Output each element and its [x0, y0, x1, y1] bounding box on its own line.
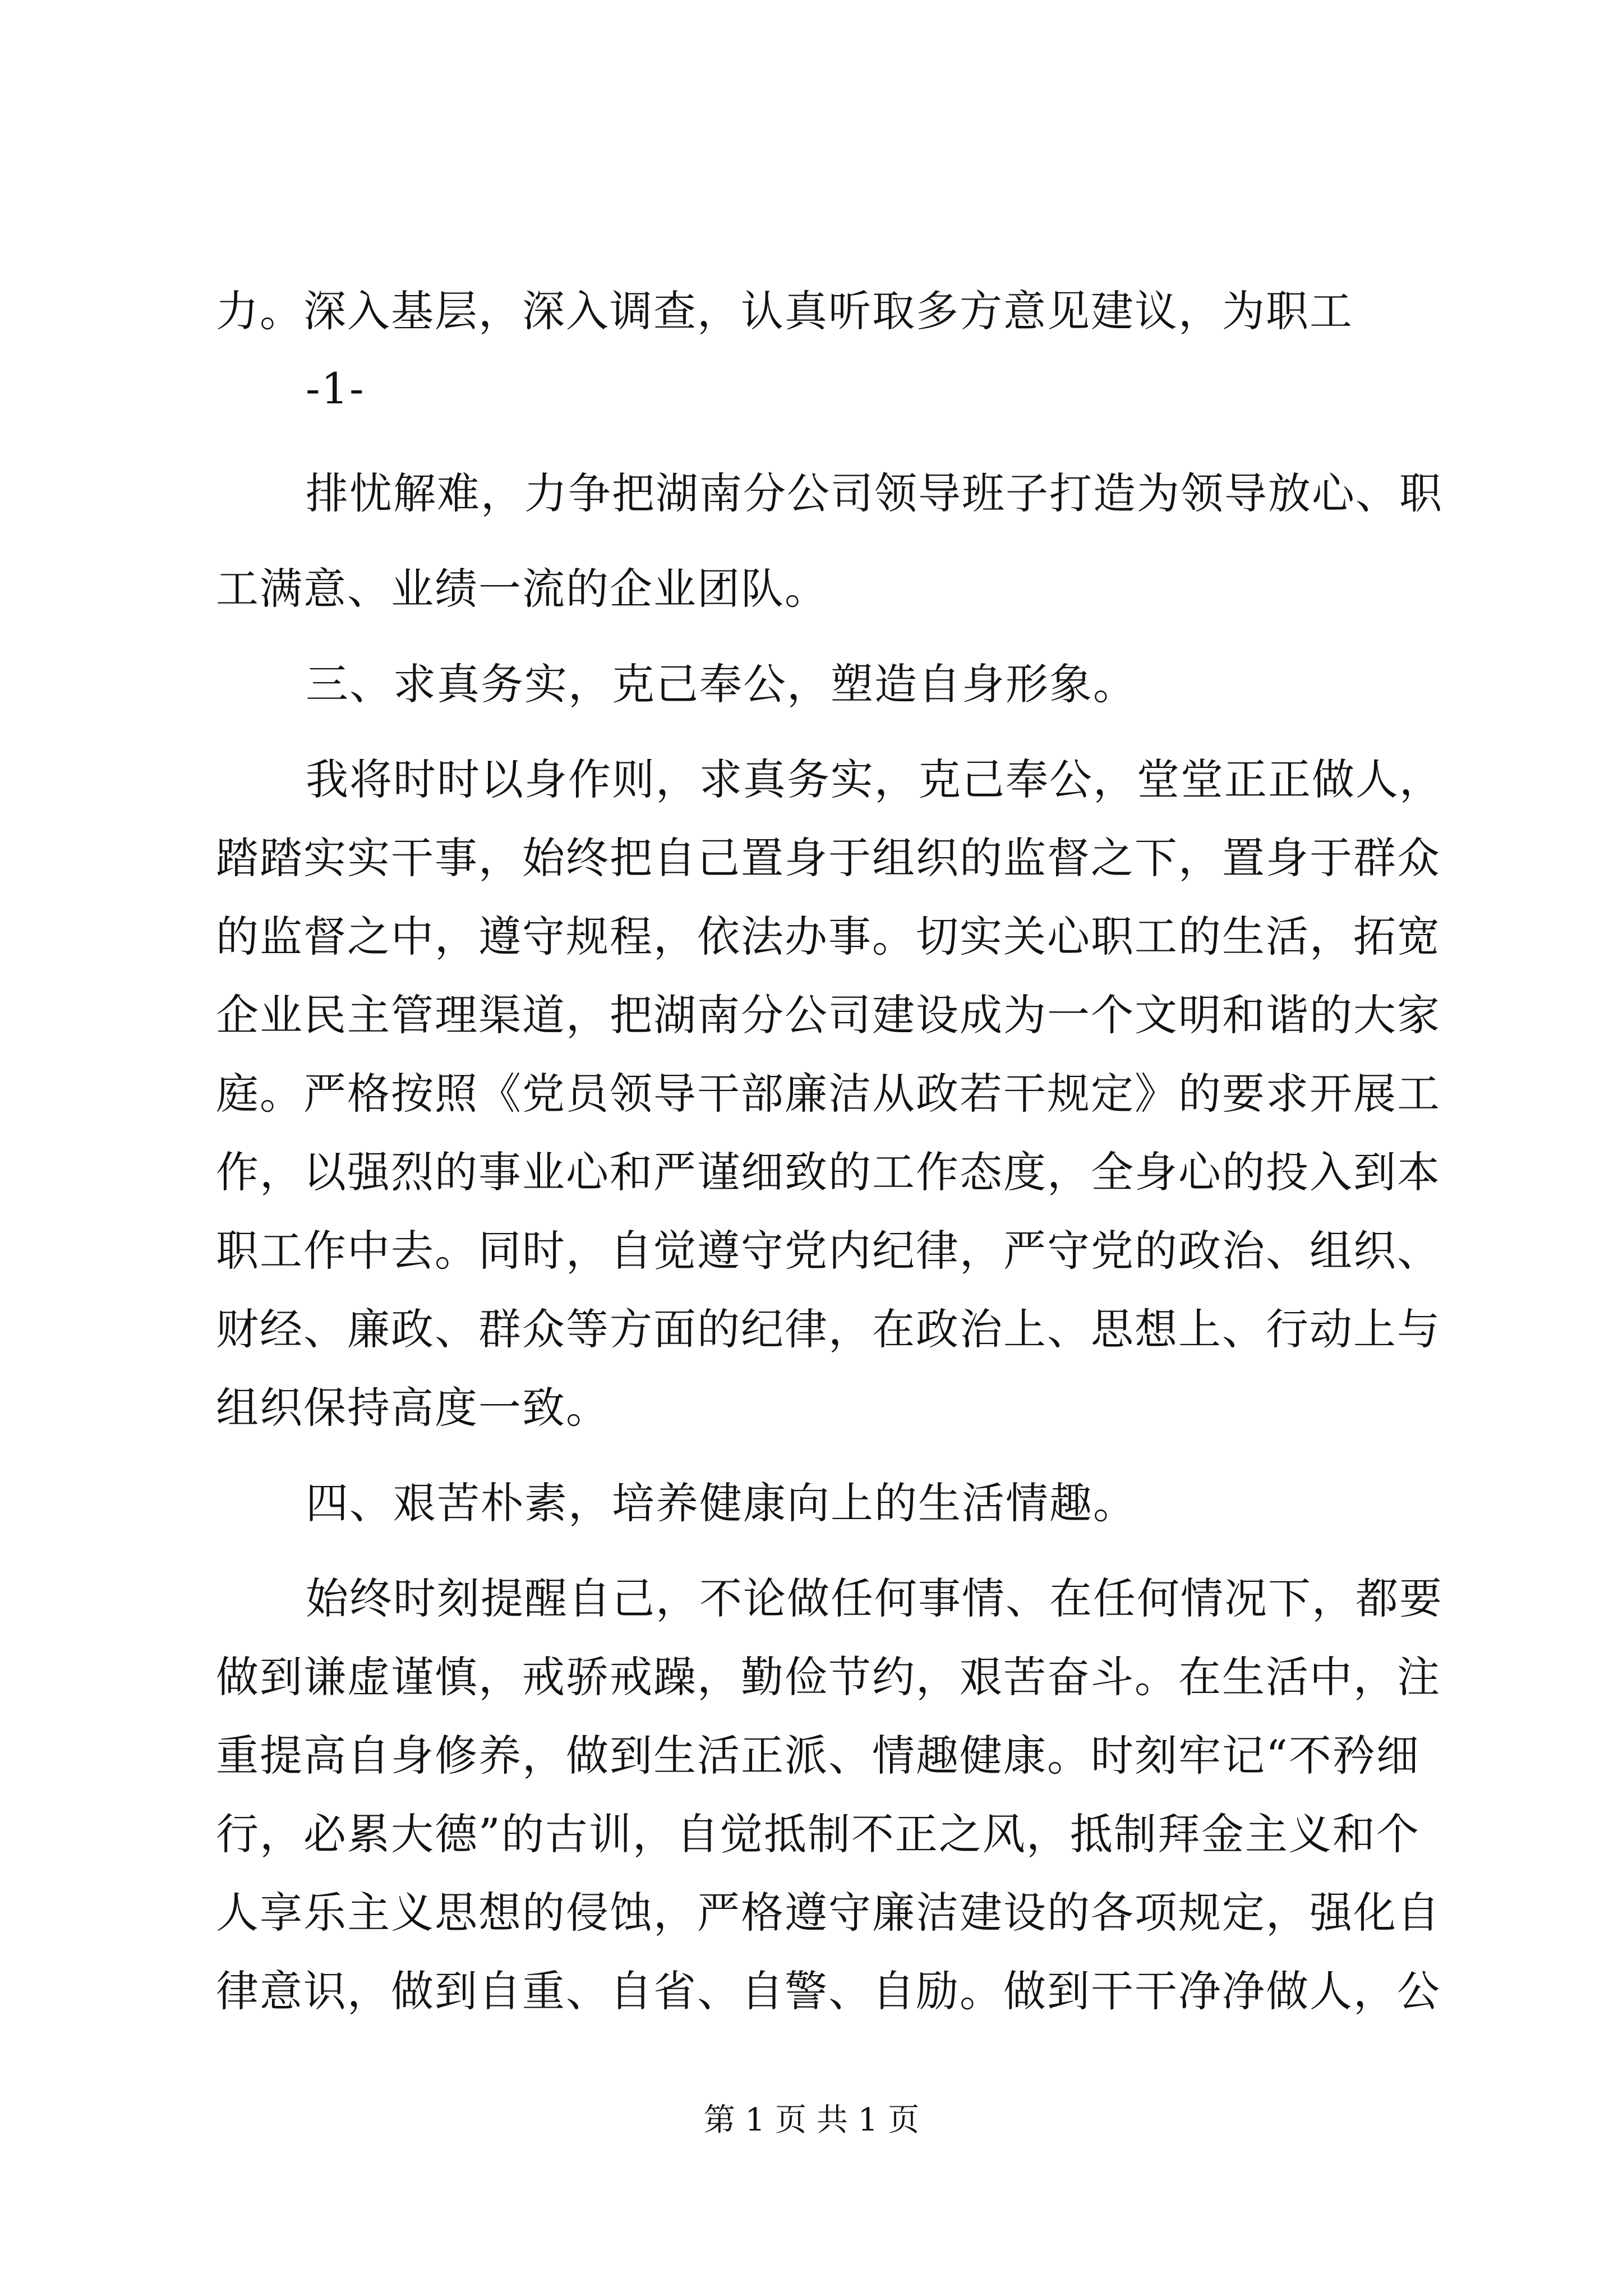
text-line: 我将时时以身作则，求真务实，克己奉公，堂堂正正做人，	[306, 754, 1443, 804]
text-line: 财经、廉政、群众等方面的纪律，在政治上、思想上、行动上与	[216, 1304, 1441, 1354]
text-line: 的监督之中，遵守规程，依法办事。切实关心职工的生活，拓宽	[216, 912, 1441, 961]
section-heading: 四、艰苦朴素，培养健康向上的生活情趣。	[306, 1478, 1137, 1528]
text-line: 人享乐主义思想的侵蚀，严格遵守廉洁建设的各项规定，强化自	[216, 1888, 1441, 1938]
text-line: 重提高自身修养，做到生活正派、情趣健康。时刻牢记“不矜细	[216, 1731, 1420, 1780]
text-line: 作，以强烈的事业心和严谨细致的工作态度，全身心的投入到本	[216, 1147, 1441, 1197]
section-heading: 三、求真务实，克己奉公，塑造自身形象。	[306, 659, 1137, 709]
page-number-marker: -1-	[306, 364, 365, 413]
text-line: 行，必累大德”的古训，自觉抵制不正之风，抵制拜金主义和个	[216, 1809, 1420, 1859]
text-line: 工满意、业绩一流的企业团队。	[216, 564, 828, 614]
text-line: 始终时刻提醒自己，不论做任何事情、在任何情况下，都要	[306, 1573, 1443, 1623]
text-line: 职工作中去。同时，自觉遵守党内纪律，严守党的政治、组织、	[216, 1226, 1441, 1276]
text-line: 踏踏实实干事，始终把自己置身于组织的监督之下，置身于群众	[216, 833, 1441, 883]
text-line: 组织保持高度一致。	[216, 1383, 610, 1433]
text-line: 排忧解难，力争把湖南分公司领导班子打造为领导放心、职	[306, 468, 1443, 518]
text-line: 庭。严格按照《党员领导干部廉洁从政若干规定》的要求开展工	[216, 1069, 1441, 1119]
text-line: 做到谦虚谨慎，戒骄戒躁，勤俭节约，艰苦奋斗。在生活中，注	[216, 1652, 1441, 1702]
page-footer: 第 1 页 共 1 页	[703, 2102, 920, 2138]
text-line: 力。深入基层，深入调查，认真听取多方意见建议，为职工	[216, 286, 1353, 336]
text-line: 企业民主管理渠道，把湖南分公司建设成为一个文明和谐的大家	[216, 990, 1441, 1040]
text-line: 律意识，做到自重、自省、自警、自励。做到干干净净做人，公	[216, 1966, 1441, 2016]
